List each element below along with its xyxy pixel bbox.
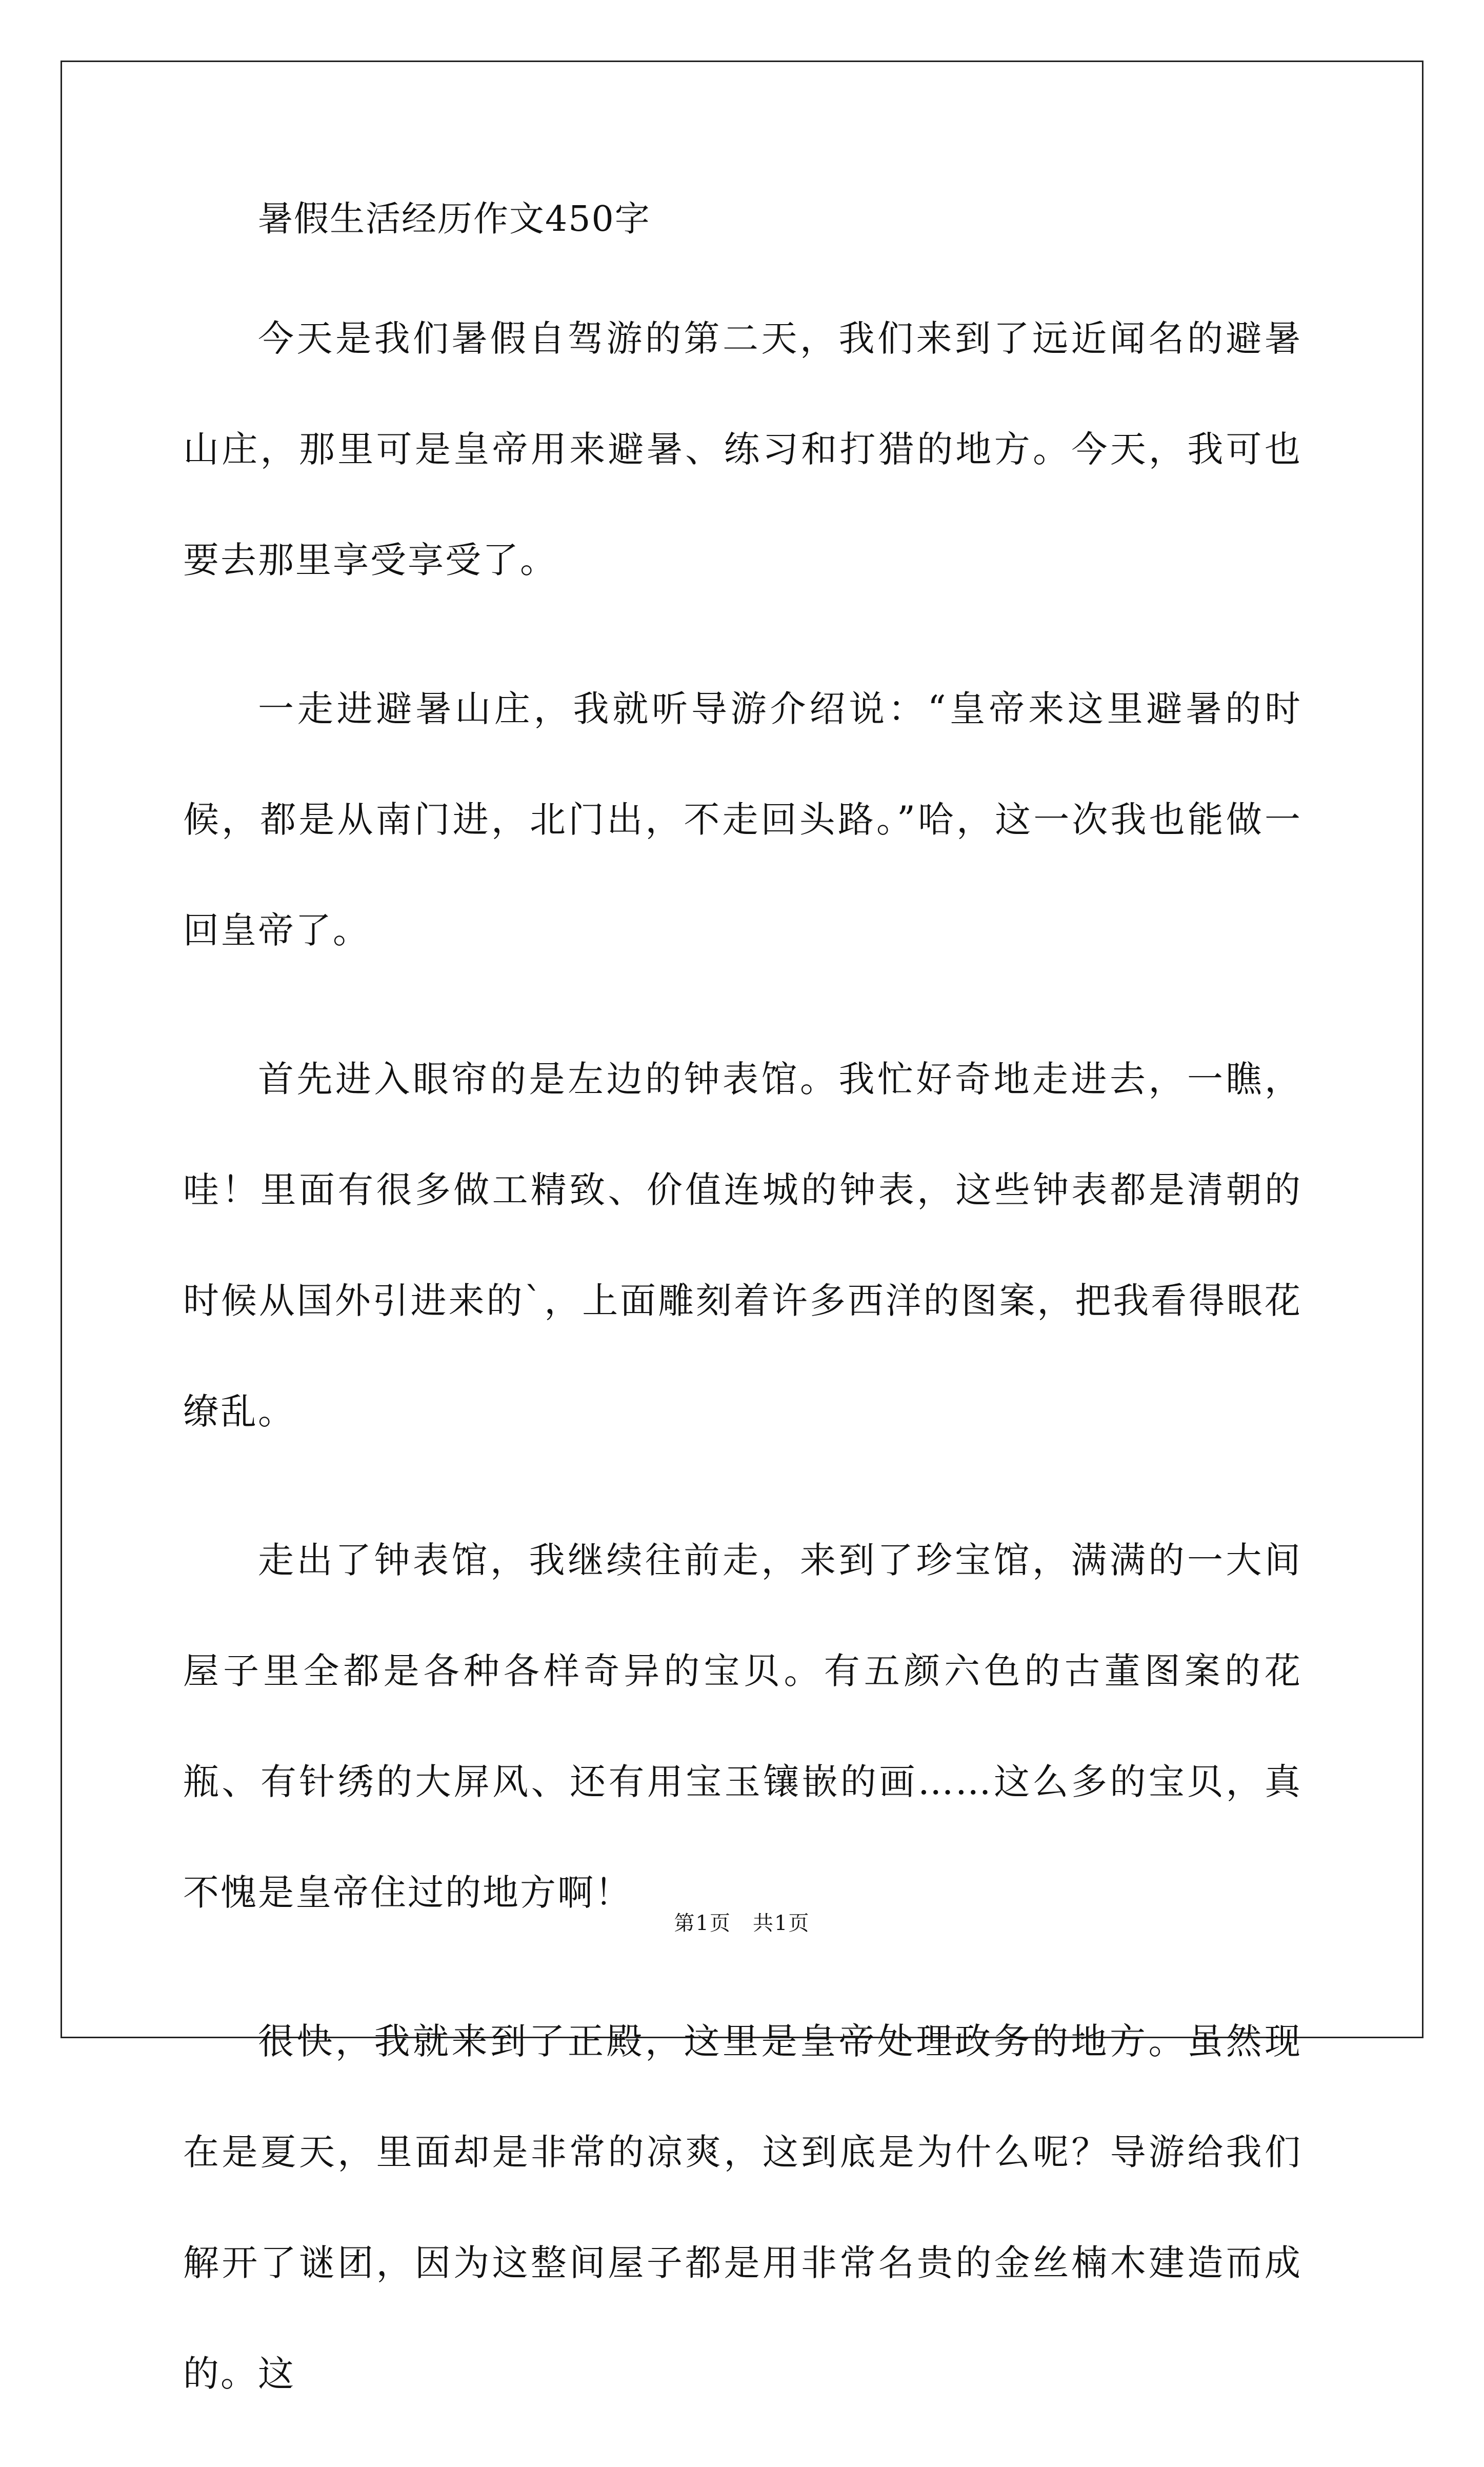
document-content <box>183 194 1302 2467</box>
paragraph: 首先进入眼帘的是左边的钟表馆。我忙好奇地走进去，一瞧，哇！里面有很多做工精致、价值连城的钟表，这些钟表都是清朝的时候从国外引进来的`，上面雕刻着许多西洋的图案，把我看得眼花缭乱。 <box>183 1058 1302 1433</box>
document-title: 暑假生活经历作文450字 <box>258 199 651 240</box>
document-body <box>183 283 1302 2429</box>
paragraph: 很快，我就来到了正殿，这里是皇帝处理政务的地方。虽然现在是夏天，里面却是非常的凉爽，这到底是为什么呢？导游给我们解开了谜团，因为这整间屋子都是用非常名贵的金丝楠木建造而成的。这 <box>183 2020 1302 2395</box>
paragraph: 走出了钟表馆，我继续往前走，来到了珍宝馆，满满的一大间屋子里全都是各种各样奇异的宝贝。有五颜六色的古董图案的花瓶、有针绣的大屏风、还有用宝玉镶嵌的画……这么多的宝贝，真不愧是皇帝住过的地方啊！ <box>183 1539 1302 1914</box>
paragraph: 一走进避暑山庄，我就听导游介绍说：“皇帝来这里避暑的时候，都是从南门进，北门出，不走回头路。”哈，这一次我也能做一回皇帝了。 <box>183 688 1302 951</box>
page-footer: 第1页 共1页 <box>674 1912 810 1935</box>
paragraph: 今天是我们暑假自驾游的第二天，我们来到了远近闻名的避暑山庄，那里可是皇帝用来避暑、练习和打猎的地方。今天，我可也要去那里享受享受了。 <box>183 317 1302 581</box>
